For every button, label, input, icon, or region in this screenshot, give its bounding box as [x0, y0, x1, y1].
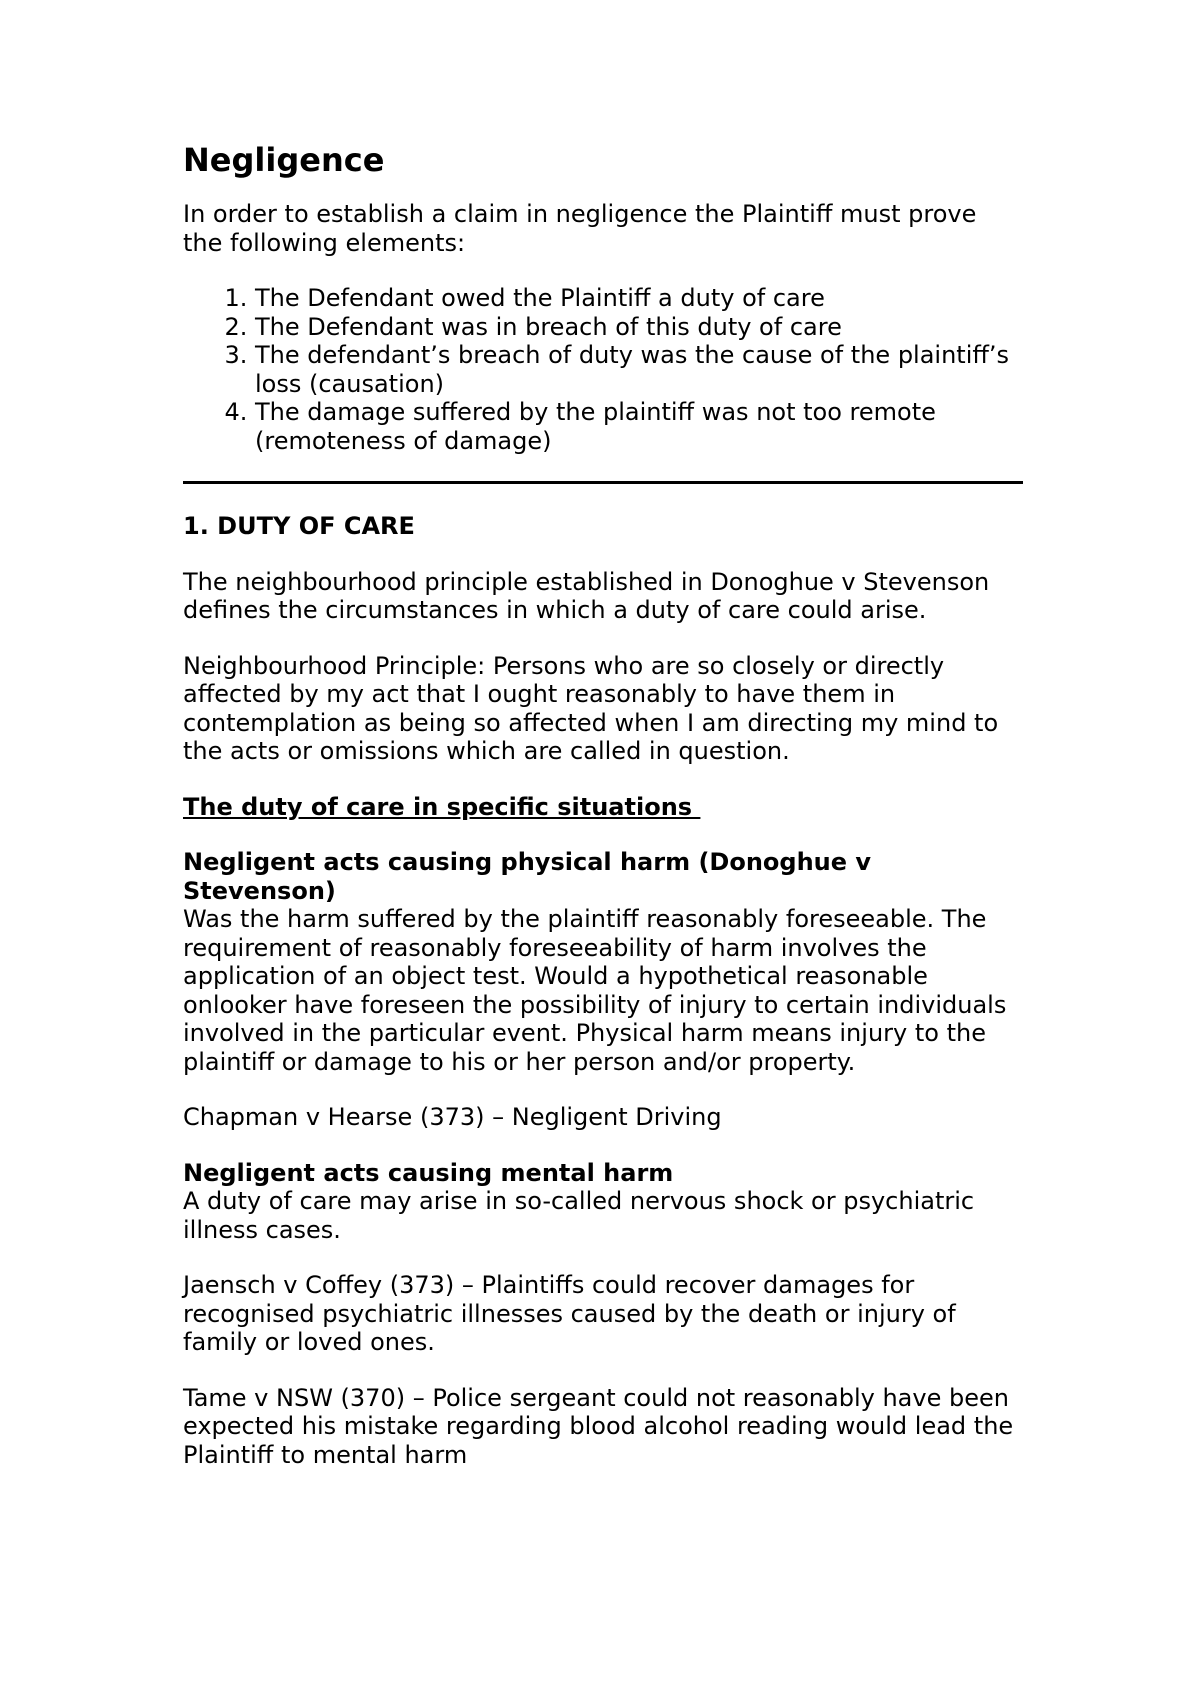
case-chapman-v-hearse: Chapman v Hearse (373) – Negligent Driving	[183, 1103, 722, 1131]
section-heading-duty-of-care: 1. DUTY OF CARE	[183, 512, 415, 540]
specific-situations-subheading: The duty of care in specific situations	[183, 792, 701, 821]
list-item: 4. The damage suffered by the plaintiff was not too remote (remoteness of damage)	[255, 398, 1023, 455]
mental-harm-heading: Negligent acts causing mental harm	[183, 1158, 674, 1187]
intro-paragraph: In order to establish a claim in negligence the Plaintiff must prove the following elements:	[183, 200, 977, 257]
list-item: 1. The Defendant owed the Plaintiff a duty of care	[255, 284, 1023, 313]
neighbourhood-intro-paragraph: The neighbourhood principle established in Donoghue v Stevenson defines the circumstances in which a duty of care could arise.	[183, 567, 990, 624]
page-title: Negligence	[183, 141, 385, 179]
neighbourhood-principle-paragraph: Neighbourhood Principle: Persons who are so closely or directly affected by my act that I ought reasonably to have them in contemplation as being so affected when I am directing my mind to the acts or omissions which are called in question.	[183, 651, 999, 765]
document-page	[183, 140, 1023, 1496]
horizontal-divider	[183, 481, 1023, 484]
physical-harm-body: Was the harm suffered by the plaintiff reasonably foreseeable. The requirement of reasonably foreseeability of harm involves the application of an object test. Would a hypothetical reasonable onlooker have foreseen the possibility of injury to certain individuals involved in the particular event. Physical harm means injury to the plaintiff or damage to his or her person and/or property.	[183, 905, 1007, 1076]
list-item: 3. The defendant’s breach of duty was the cause of the plaintiff’s loss (causation)	[255, 341, 1023, 398]
physical-harm-heading: Negligent acts causing physical harm (Donoghue v Stevenson)	[183, 848, 872, 905]
case-jaensch-v-coffey: Jaensch v Coffey (373) – Plaintiffs could recover damages for recognised psychiatric illnesses caused by the death or injury of family or loved ones.	[183, 1271, 956, 1356]
list-item: 2. The Defendant was in breach of this duty of care	[255, 313, 1023, 342]
mental-harm-body: A duty of care may arise in so-called nervous shock or psychiatric illness cases.	[183, 1187, 975, 1244]
elements-list	[183, 284, 1023, 455]
case-tame-v-nsw: Tame v NSW (370) – Police sergeant could not reasonably have been expected his mistake regarding blood alcohol reading would lead the Plaintiff to mental harm	[183, 1383, 1014, 1469]
